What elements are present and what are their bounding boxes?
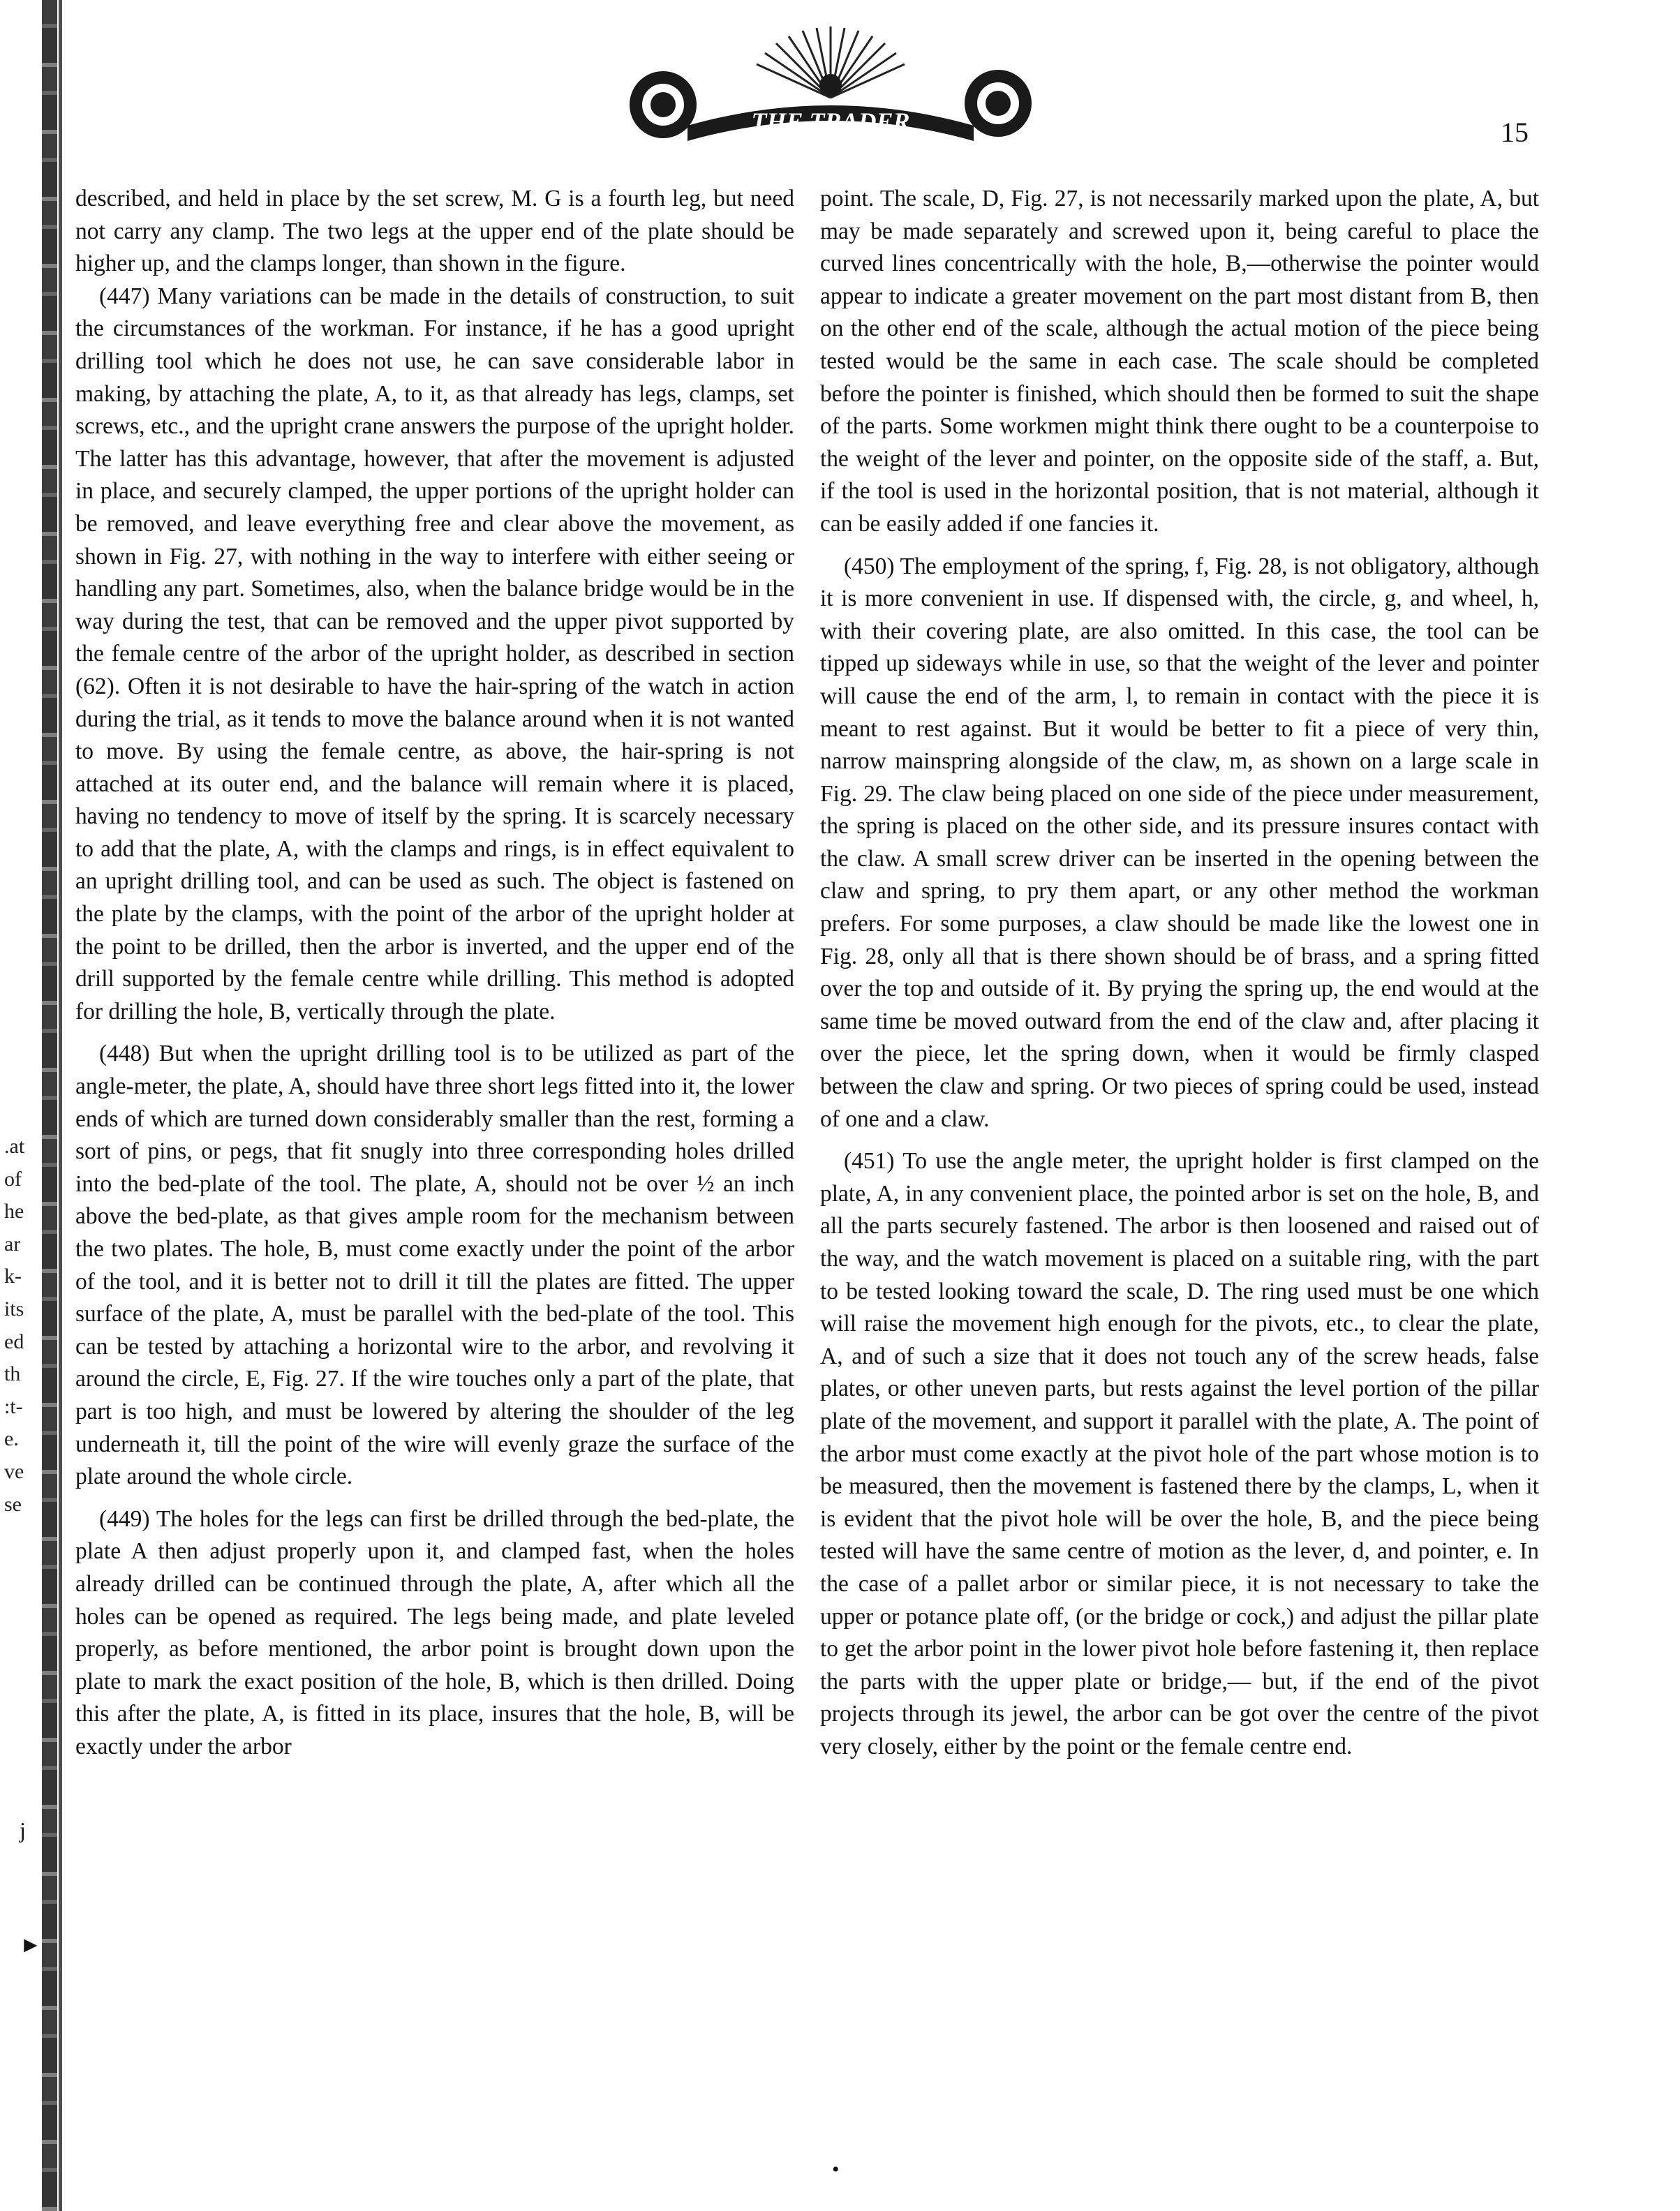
footer-mark: • <box>832 2158 840 2181</box>
margin-fragment: :t- <box>4 1394 23 1418</box>
masthead-logo <box>614 21 1047 154</box>
margin-fragment: se <box>4 1492 22 1516</box>
gutter-rule <box>59 0 62 2211</box>
margin-fragment: .at <box>4 1135 25 1158</box>
paragraph: (449) The holes for the legs can first be drilled through the bed-plate, the plate A then adjust properly upon it, and clamped fast, when the holes already drilled can be continued through the plate, A, after which all the holes can be opened as required. The legs being made, and plate leveled properly, as before mentioned, the arbor point is brought down upon the plate to mark the exact position of the hole, B, which is then drilled. Doing this after the plate, A, is fitted in its place, insures that the hole, B, will be exactly under the arbor <box>75 1505 794 1759</box>
margin-fragment: ar <box>4 1232 21 1256</box>
paragraph: (448) But when the upright drilling tool is to be utilized as part of the angle-meter, the plate, A, should have three short legs fitted into it, the lower ends of which are turned down considerably smaller than the rest, forming a sort of pins, or pegs, that fit snugly into three corresponding holes drilled into the bed-plate of the tool. The plate, A, should not be over ½ an inch above the bed-plate, as that gives ample room for the mechanism between the two plates. The hole, B, must come exactly under the point of the arbor of the tool, and it is better not to drill it till the plates are fitted. The upper surface of the plate, A, must be parallel with the bed-plate of the tool. This can be tested by attaching a horizontal wire to the arbor, and revolving it around the circle, E, Fig. 27. If the wire touches only a part of the plate, that part is too high, and must be lowered by altering the shoulder of the leg underneath it, till the point of the wire will evenly graze the surface of the plate around the whole circle. <box>75 1041 794 1490</box>
margin-fragment: k- <box>4 1265 22 1288</box>
margin-marks <box>20 1811 47 1963</box>
right-column <box>820 183 1539 1764</box>
masthead-title: THE TRADER <box>751 107 910 135</box>
left-column <box>75 183 794 1764</box>
margin-fragment: ve <box>4 1459 24 1483</box>
paragraph: (450) The employment of the spring, f, Fig. 28, is not obligatory, although it is more convenient in use. If dispensed with, the circle, g, and wheel, h, with their covering plate, are also omitted. In this case, the tool can be tipped up sideways while in use, so that the weight of the lever and pointer will cause the end of the arm, l, to remain in contact with the piece it is meant to rest against. But it would be better to fit a piece of very thin, narrow mainspring alongside of the claw, m, as shown on a large scale in Fig. 29. The claw being placed on one side of the piece under measurement, the spring is placed on the other side, and its pressure insures contact with the claw. A small screw driver can be inserted in the opening between the claw and spring, to pry them apart, or any other method the workman prefers. For some purposes, a claw should be made like the lowest one in Fig. 28, only all that is there shown should be of brass, and a spring fitted over the top and outside of it. By prying the spring up, the end would at the same time be moved outward from the end of the claw and, after placing it over the piece, let the spring down, when it would be firmly clasped between the claw and spring. Or two pieces of spring could be used, instead of one and a claw. <box>820 553 1539 1132</box>
paragraph: described, and held in place by the set screw, M. G is a fourth leg, but need not carry any clamp. The two legs at the upper end of the plate should be higher up, and the clamps longer, than shown in the figure. <box>75 186 794 277</box>
margin-mark: j <box>20 1817 26 1842</box>
paragraph: (451) To use the angle meter, the upright holder is first clamped on the plate, A, in any convenient place, the pointed arbor is set on the hole, B, and all the parts securely fastened. The arbor is then loosened and raised out of the way, and the watch movement is placed on a suitable ring, with the part to be tested looking toward the scale, D. The ring used must be one which will raise the movement high enough for the pivots, etc., to clear the plate, A, and of such a size that it does not touch any of the screw heads, false plates, or other uneven parts, but rests against the level portion of the pillar plate of the movement, and support it parallel with the plate, A. The point of the arbor must come exactly at the pivot hole of the part whose motion is to be measured, then the movement is fastened there by the clamps, L, when it is evident that the pivot hole will be over the hole, B, and the piece being tested will have the same centre of motion as the lever, d, and pointer, e. In the case of a pallet arbor or similar piece, it is not necessary to take the upper or potance plate off, (or the bridge or cock,) and adjust the pillar plate to get the arbor point in the lower pivot hole before fastening it, then replace the parts with the upper plate or bridge,— but, if the end of the pivot projects through its jewel, the arbor can be got over the centre of the pivot very closely, either by the point or the female centre end. <box>820 1148 1539 1759</box>
margin-mark-arrow: ► <box>20 1932 42 1957</box>
margin-fragment: e. <box>4 1427 19 1451</box>
paragraph: point. The scale, D, Fig. 27, is not necessarily marked upon the plate, A, but may be made separately and screwed upon it, being careful to place the curved lines concentrically with the hole, B,—otherwise the pointer would appear to indicate a greater movement on the part most distant from B, then on the other end of the scale, although the actual motion of the piece being tested would be the same in each case. The scale should be completed before the pointer is finished, which should then be formed to suit the shape of the parts. Some workmen might think there ought to be a counterpoise to the weight of the lever and pointer, on the opposite side of the staff, a. But, if the tool is used in the horizontal position, that is not material, although it can be easily added if one fancies it. <box>820 186 1539 537</box>
paragraph: (447) Many variations can be made in the details of construction, to suit the circumstances of the workman. For instance, if he has a good upright drilling tool which he does not use, he can save considerable labor in making, by attaching the plate, A, to it, as that already has legs, clamps, set screws, etc., and the upright crane answers the purpose of the upright holder. The latter has this advantage, however, that after the movement is adjusted in place, and securely clamped, the upper portions of the upright holder can be removed, and leave everything free and clear above the movement, as shown in Fig. 27, with nothing in the way to interfere with either seeing or handling any part. Sometimes, also, when the balance bridge would be in the way during the test, that can be removed and the upper pivot supported by the female centre of the arbor of the upright holder, as described in section (62). Often it is not desirable to have the hair-spring of the watch in action during the trial, as it tends to move the balance around when it is not wanted to move. By using the female centre, as above, the hair-spring is not attached at its outer end, and the balance will remain where it is placed, having no tendency to move of itself by the spring. It is scarcely necessary to add that the plate, A, with the clamps and rings, is in effect equivalent to an upright drilling tool, and can be used as such. The object is fastened on the plate by the clamps, with the point of the arbor of the upright holder at the point to be drilled, then the arbor is inverted, and the upper end of the drill supported by the female centre while drilling. This method is adopted for drilling the hole, B, vertically through the plate. <box>75 283 794 1025</box>
adjacent-page-fragments <box>4 1131 53 1521</box>
margin-fragment: th <box>4 1362 21 1386</box>
margin-fragment: he <box>4 1200 24 1223</box>
margin-fragment: of <box>4 1167 22 1191</box>
margin-fragment: ed <box>4 1330 24 1353</box>
page-number: 15 <box>1501 117 1529 148</box>
margin-fragment: its <box>4 1297 24 1320</box>
